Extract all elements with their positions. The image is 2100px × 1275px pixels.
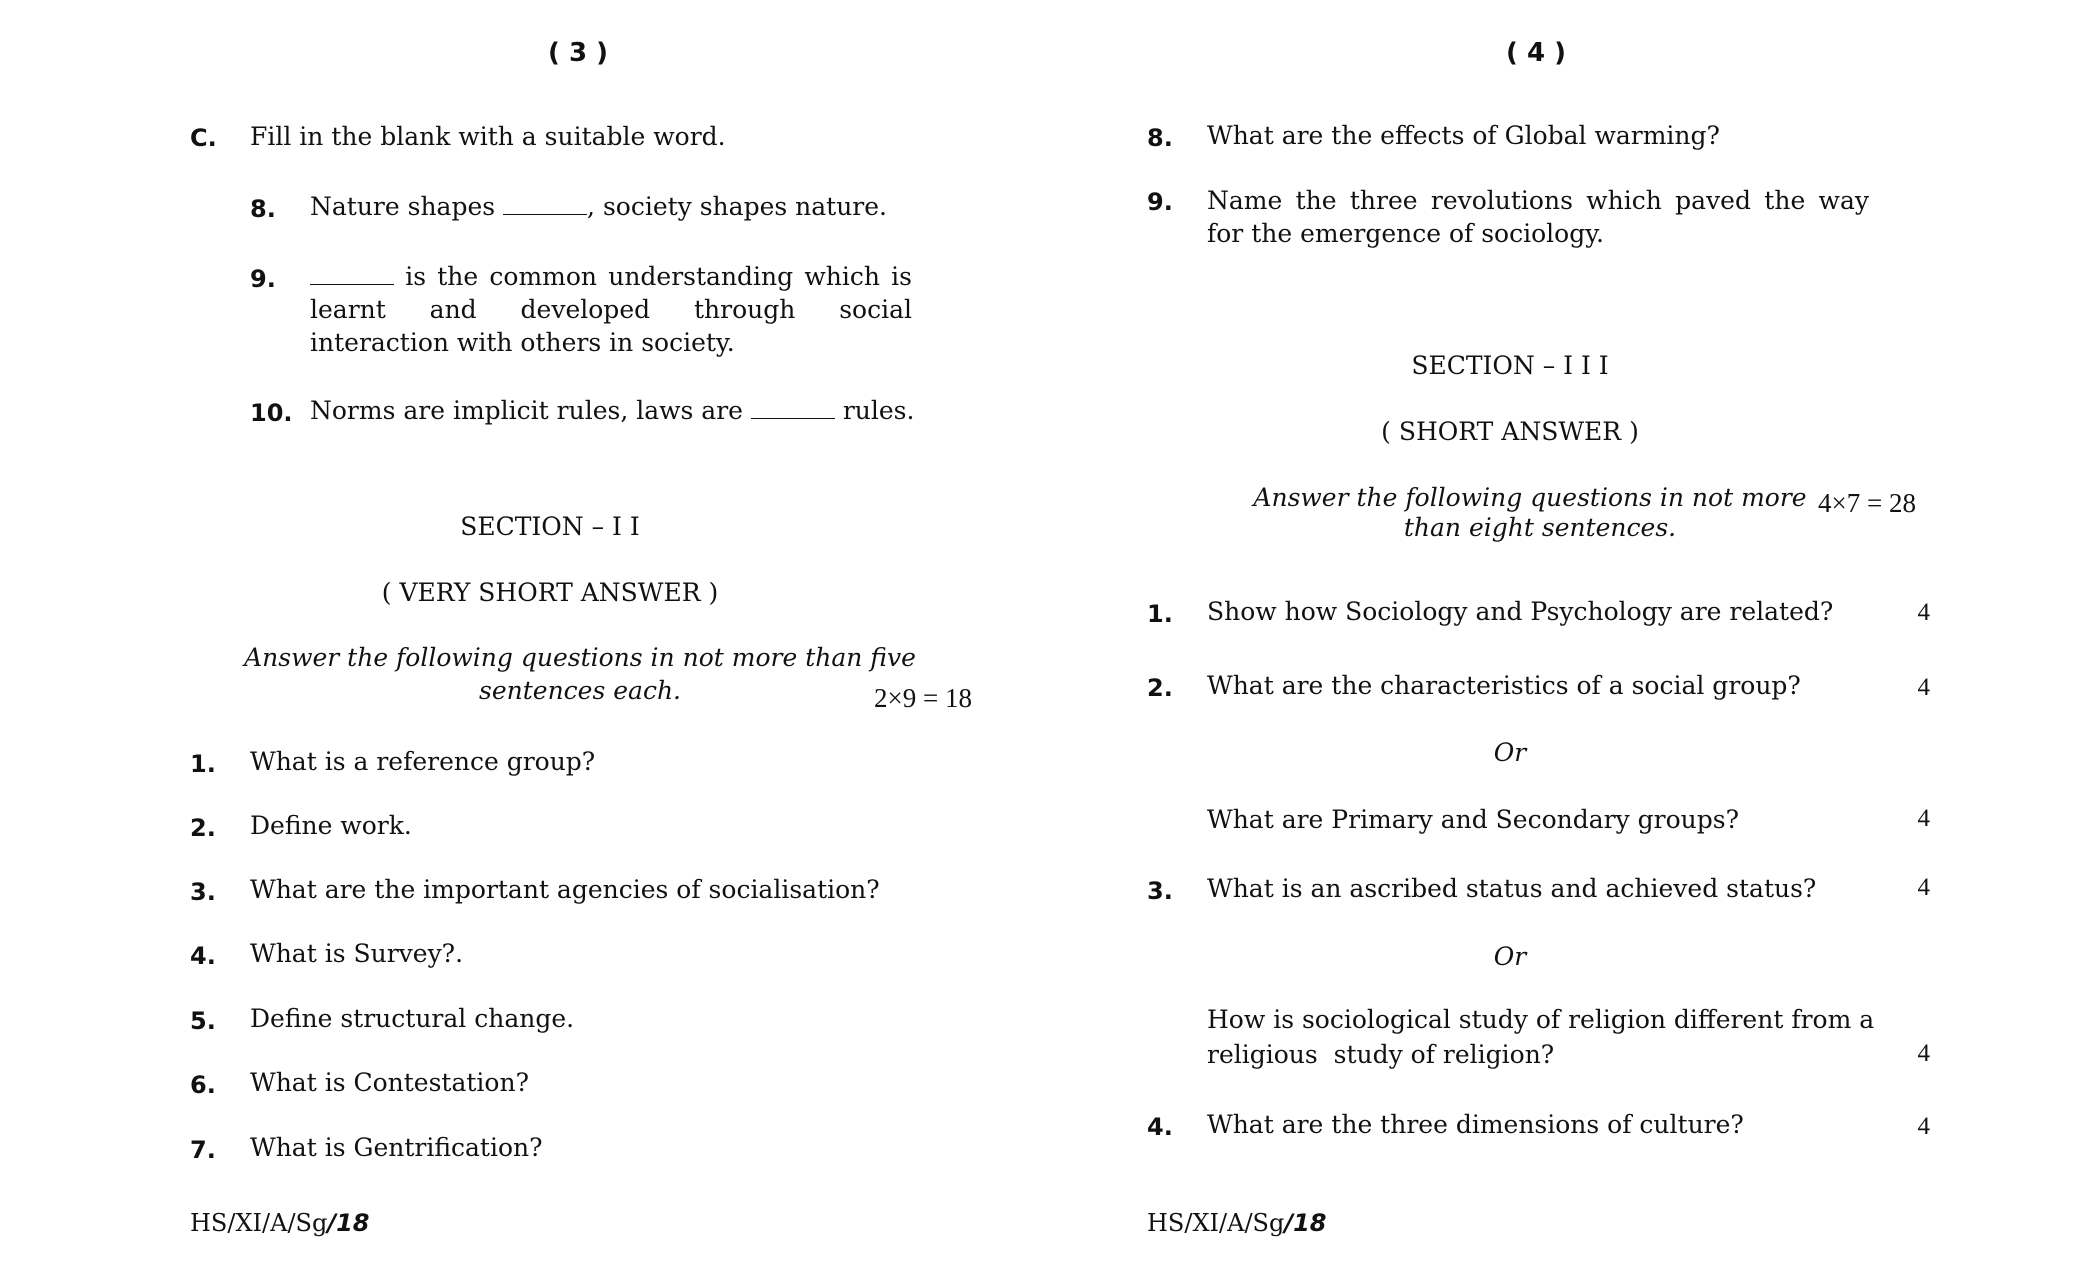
- fill-item-text: is the common understanding which is learnt and developed through social interaction with others in society.: [310, 262, 912, 357]
- question-text: What is Survey?.: [250, 939, 464, 968]
- question-number: 3.: [1147, 877, 1173, 905]
- section-instruction: than eight sentences.: [1403, 513, 1677, 542]
- marks-formula: 4×7 = 28: [1818, 488, 1916, 518]
- question-number: 2.: [190, 814, 216, 842]
- fill-item-number: 8.: [250, 195, 276, 223]
- section-subtitle: ( SHORT ANSWER ): [1381, 417, 1639, 446]
- page-number: ( 3 ): [548, 38, 608, 68]
- section-subtitle: ( VERY SHORT ANSWER ): [381, 578, 719, 607]
- question-text: What is a reference group?: [250, 747, 596, 776]
- fill-item: [310, 396, 914, 425]
- question-number: 1.: [190, 750, 216, 778]
- question-text: Name the three revolutions which paved the way for the emergence of sociology.: [1207, 186, 1869, 248]
- question-marks: 4: [1917, 1113, 1930, 1140]
- blank-line: [751, 398, 835, 419]
- question-text: Define structural change.: [250, 1004, 575, 1033]
- question-text: What is Gentrification?: [250, 1133, 543, 1162]
- question-number: 3.: [190, 878, 216, 906]
- question-text: Define work.: [250, 811, 412, 840]
- question-marks: 4: [1917, 805, 1930, 832]
- section-c-label: C.: [190, 124, 217, 152]
- fill-item: [310, 260, 912, 359]
- question-number: 8.: [1147, 124, 1173, 152]
- question-text: What are Primary and Secondary groups?: [1207, 805, 1739, 834]
- question-number: 7.: [190, 1136, 216, 1164]
- question-text: religious study of religion?: [1207, 1040, 1555, 1069]
- page-number: ( 4 ): [1506, 38, 1566, 68]
- question-number: 2.: [1147, 674, 1173, 702]
- question-marks: 4: [1917, 874, 1930, 901]
- question-text: Show how Sociology and Psychology are related?: [1207, 597, 1834, 626]
- fill-item-text: Norms are implicit rules, laws are: [310, 396, 743, 425]
- question-text: What are the three dimensions of culture?: [1207, 1110, 1744, 1139]
- marks-formula: 2×9 = 18: [874, 683, 972, 713]
- section-instruction: Answer the following questions in not more than five: [244, 643, 916, 672]
- question-text: What is Contestation?: [250, 1068, 529, 1097]
- fill-item-text: , society shapes nature.: [587, 192, 887, 221]
- fill-item-number: 9.: [250, 265, 276, 293]
- question-number: 5.: [190, 1007, 216, 1035]
- question-text: What are the important agencies of socialisation?: [250, 875, 880, 904]
- question-marks: 4: [1917, 674, 1930, 701]
- blank-line: [503, 194, 587, 215]
- footer-code: HS/XI/A/Sg/18: [190, 1209, 370, 1237]
- footer-code: HS/XI/A/Sg/18: [1147, 1209, 1327, 1237]
- or-separator: Or: [1493, 942, 1527, 971]
- fill-item-text: rules.: [842, 396, 915, 425]
- question-number: 1.: [1147, 600, 1173, 628]
- section-instruction: sentences each.: [479, 676, 681, 705]
- question-number: 4.: [190, 942, 216, 970]
- question-text: How is sociological study of religion different from a: [1207, 1005, 1875, 1034]
- fill-item: [310, 192, 887, 221]
- question-marks: 4: [1917, 599, 1930, 626]
- question-number: 6.: [190, 1071, 216, 1099]
- blank-line: [310, 264, 394, 285]
- fill-item-text: Nature shapes: [310, 192, 496, 221]
- question-text: What are the effects of Global warming?: [1207, 121, 1720, 150]
- question-number: 4.: [1147, 1113, 1173, 1141]
- fill-item-number: 10.: [250, 399, 293, 427]
- section-title: SECTION – I I I: [1411, 351, 1609, 380]
- question-number: 9.: [1147, 188, 1173, 216]
- or-separator: Or: [1493, 738, 1527, 767]
- section-instruction: Answer the following questions in not more: [1253, 483, 1807, 512]
- question-text: What are the characteristics of a social group?: [1207, 671, 1801, 700]
- section-c-instruction: Fill in the blank with a suitable word.: [250, 122, 726, 151]
- section-title: SECTION – I I: [460, 512, 640, 541]
- question-marks: 4: [1917, 1040, 1930, 1067]
- question-text: What is an ascribed status and achieved status?: [1207, 874, 1817, 903]
